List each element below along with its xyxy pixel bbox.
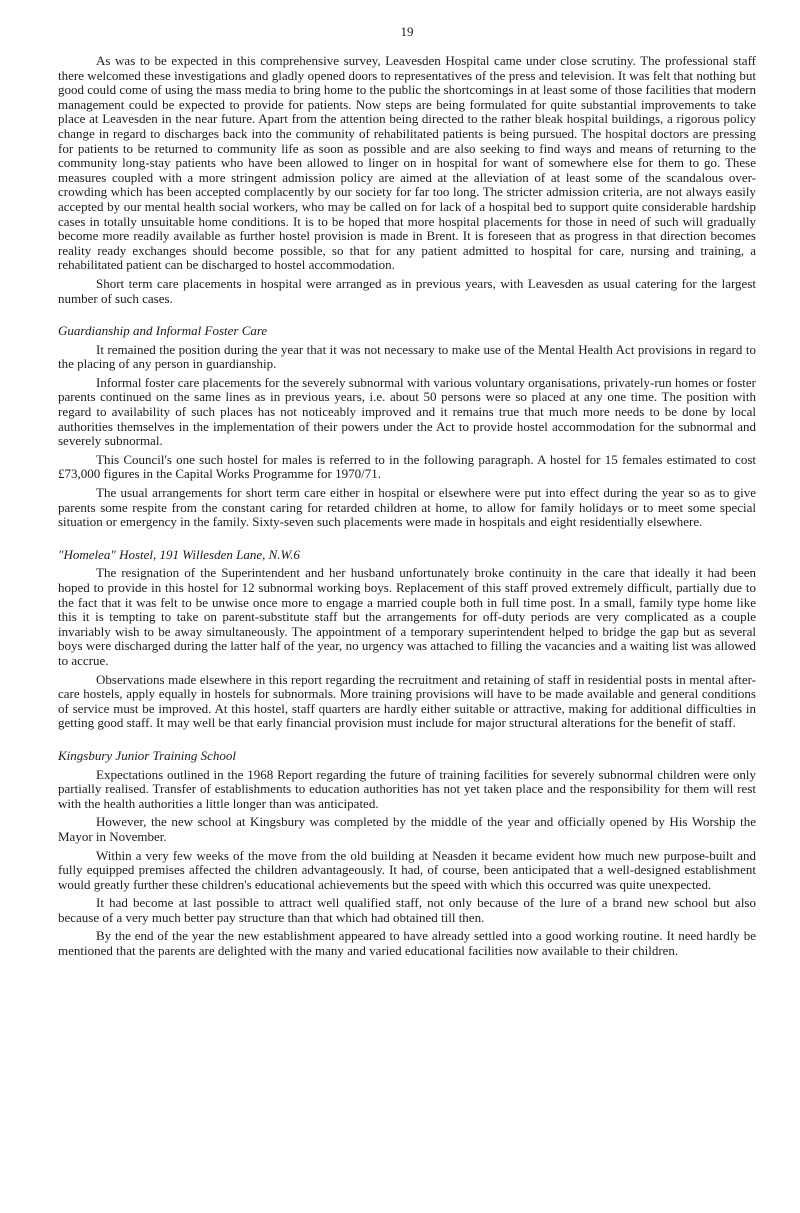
paragraph: It had become at last possible to attract well qualified staff, not only because of the lure of a brand new school but also because of a very much better pay structure than that which had obtained till then. (58, 895, 756, 925)
paragraph: Observations made elsewhere in this report regarding the recruitment and retaining of staff in residential posts in mental after-care hostels, apply equally in hostels for subnormals. More training provisions will have to be made available and general conditions of service must be improved. At this hostel, staff quarters are hardly either suitable or attractive, making for additional difficulties in getting good staff. It may well be that early financial provision must include for major structural alterations for the benefit of staff. (58, 671, 756, 731)
paragraph: It remained the position during the year that it was not necessary to make use of the Mental Health Act provisions in regard to the placing of any person in guardianship. (58, 341, 756, 372)
paragraph: This Council's one such hostel for males is referred to in the following paragraph. A hostel for 15 females estimated to cost £73,000 figures in the Capital Works Programme for 1970/71. (58, 451, 756, 482)
paragraph: As was to be expected in this comprehensive survey, Leavesden Hospital came under close scrutiny. The professional staff there welcomed these investigations and gladly opened doors to representatives of the press and television. It was felt that nothing but good could come of using the mass media to bring home to the public the shortcomings in at least some of those facilities that modern management could be expected to provide for patients. Now steps are being formulated for quite substantial improvements to take place at Leavesden in the near future. Apart from the attention being directed to the rather bleak hospital buildings, a rigorous policy change in regard to discharges back into the community of rehabilitated patients is being pursued. The hospital doctors are pressing for patients to be returned to community life as soon as possible and are also seeking to find ways and means of returning to the community long-stay patients who have been allowed to linger on in hospital for want of somewhere else for them to go. These measures coupled with a more stringent admission policy are aimed at the alleviation of at least some of the scandalous over-crowding which has been accepted complacently by our society for far too long. The stricter admission criteria, are not always easily accepted by our mental health social workers, who may be called on for lack of a hospital bed to support quite considerable hardship cases in totally unsuitable home conditions. It is to be hoped that more hospital placements for those in need of such will gradually become more readily available as further hostel provision is made in Brent. It is foreseen that as progress in that direction becomes reality ready exchanges should become possible, so that for any patient admitted to hospital for care, nursing and training, a rehabilitated patient can be discharged to hostel accommodation. (58, 53, 756, 273)
section-kingsbury-school (58, 749, 756, 959)
paragraph: Short term care placements in hospital were arranged as in previous years, with Leavesden as usual catering for the largest number of such cases. (58, 275, 756, 306)
section-heading: Guardianship and Informal Foster Care (58, 323, 268, 339)
section-heading: Kingsbury Junior Training School (58, 747, 237, 763)
paragraph: The resignation of the Superintendent and her husband unfortunately broke continuity in the care that ideally it had been hoped to provide in this hostel for 12 subnormal working boys. Replacement of this staff proved extremely difficult, partially due to the fact that it was felt to be unwise once more to engage a married couple both in full time post. In a small, family type home like this it is tempting to take on parent-substitute staff but the arrangements for off-duty periods are very complicated as a couple invariably wish to be away simultaneously. The appointment of a temporary superintendent helped to bridge the gap but as several boys were discharged during the latter half of the year, no urgency was attached to filling the vacancies and a waiting list was allowed to accrue. (58, 565, 756, 668)
paragraph: By the end of the year the new establishment appeared to have already settled into a good working routine. It need hardly be mentioned that the parents are delighted with the many and varied educational facilities now available to their children. (58, 928, 756, 959)
paragraph: Within a very few weeks of the move from the old building at Neasden it became evident how much new purpose-built and fully equipped premises affected the children advantageously. It had, of course, been anticipated that a well-designed establishment would greatly further these children's educational achievements but the speed with which this occurred was quite unexpected. (58, 847, 756, 892)
intro-section (58, 54, 756, 306)
page-number: 19 (400, 24, 414, 39)
section-homelea-hostel (58, 548, 756, 731)
section-heading: "Homelea" Hostel, 191 Willesden Lane, N.W.6 (58, 546, 300, 562)
paragraph: Expectations outlined in the 1968 Report regarding the future of training facilities for severely subnormal children were only partially realised. Transfer of establishments to education authorities has not yet taken place and the responsibility for them will rest with the health authorities a little longer than was anticipated. (58, 766, 756, 811)
paragraph: Informal foster care placements for the severely subnormal with various voluntary organisations, privately-run homes or foster parents continued on the same lines as in previous years, i.e. about 50 persons were so placed at any one time. The position with regard to availability of such places has not noticeably improved and it remains true that much more needs to be done by local authorities themselves in the implementation of their powers under the Act to provide hostel accommodation for the subnormal and severely subnormal. (58, 374, 756, 449)
paragraph: The usual arrangements for short term care either in hospital or elsewhere were put into effect during the year so as to give parents some respite from the constant caring for retarded children at home, to allow for family holidays or to meet some special situation or emergency in the family. Sixty-seven such placements were made in hospitals and eight residentially elsewhere. (58, 485, 756, 530)
section-guardianship (58, 324, 756, 530)
paragraph: However, the new school at Kingsbury was completed by the middle of the year and officially opened by His Worship the Mayor in November. (58, 814, 756, 844)
